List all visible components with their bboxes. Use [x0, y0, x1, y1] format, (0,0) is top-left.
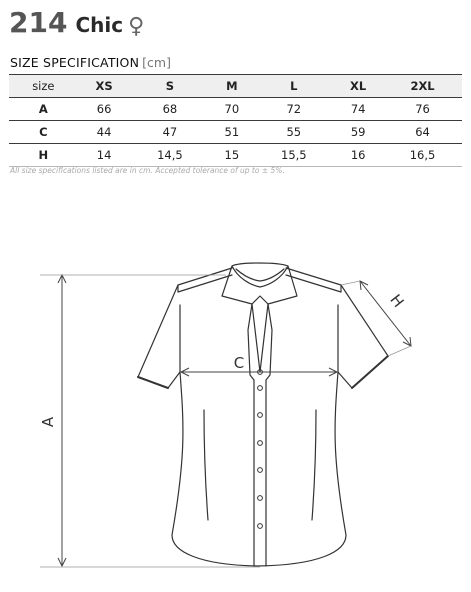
table-cell: 44: [78, 121, 131, 144]
table-cell: 72: [254, 98, 333, 121]
dart: [312, 410, 316, 520]
female-icon: ♀: [128, 14, 145, 39]
column-header: XS: [78, 75, 131, 98]
table-cell: 70: [209, 98, 254, 121]
table-cell: 14,5: [131, 144, 210, 167]
placket-fold: [252, 304, 268, 372]
size-spec-unit: [cm]: [142, 55, 171, 70]
column-header: S: [131, 75, 210, 98]
dart: [204, 410, 208, 520]
button: [258, 413, 263, 418]
table-cell: 51: [209, 121, 254, 144]
guide-line: [388, 346, 411, 356]
placket: [266, 304, 272, 566]
yoke-seam: [286, 275, 341, 292]
sleeve-hem: [138, 377, 168, 388]
column-header: size: [9, 75, 78, 98]
table-cell: 66: [78, 98, 131, 121]
table-cell: 14: [78, 144, 131, 167]
guide-line: [341, 281, 360, 285]
column-header: L: [254, 75, 333, 98]
button: [258, 468, 263, 473]
button: [258, 496, 263, 501]
sleeve-hem: [352, 356, 388, 388]
row-label: A: [9, 98, 78, 121]
button: [258, 386, 263, 391]
table-cell: 55: [254, 121, 333, 144]
table-cell: 74: [333, 98, 383, 121]
table-cell: 15: [209, 144, 254, 167]
label-a: A: [39, 416, 57, 428]
button: [258, 441, 263, 446]
button: [258, 524, 263, 529]
table-cell: 47: [131, 121, 210, 144]
table-cell: 16: [333, 144, 383, 167]
table-cell: 16,5: [383, 144, 462, 167]
size-spec-title: SIZE SPECIFICATION: [10, 55, 140, 70]
row-label: C: [9, 121, 78, 144]
tolerance-note: All size specifications listed are in cm. Accepted tolerance of up to ± 5%.: [10, 166, 285, 175]
table-cell: 76: [383, 98, 462, 121]
placket: [248, 304, 254, 566]
collar-band: [232, 266, 288, 287]
model-number: 214: [9, 6, 68, 39]
column-header: 2XL: [383, 75, 462, 98]
label-h: H: [386, 290, 408, 311]
column-header: M: [209, 75, 254, 98]
measure-line-h: [360, 281, 411, 346]
column-header: XL: [333, 75, 383, 98]
table-cell: 64: [383, 121, 462, 144]
table-cell: 15,5: [254, 144, 333, 167]
table-cell: 68: [131, 98, 210, 121]
table-cell: 59: [333, 121, 383, 144]
model-name: Chic: [75, 13, 124, 37]
label-c: C: [233, 354, 245, 372]
shirt-outline: [138, 268, 388, 566]
row-label: H: [9, 144, 78, 167]
